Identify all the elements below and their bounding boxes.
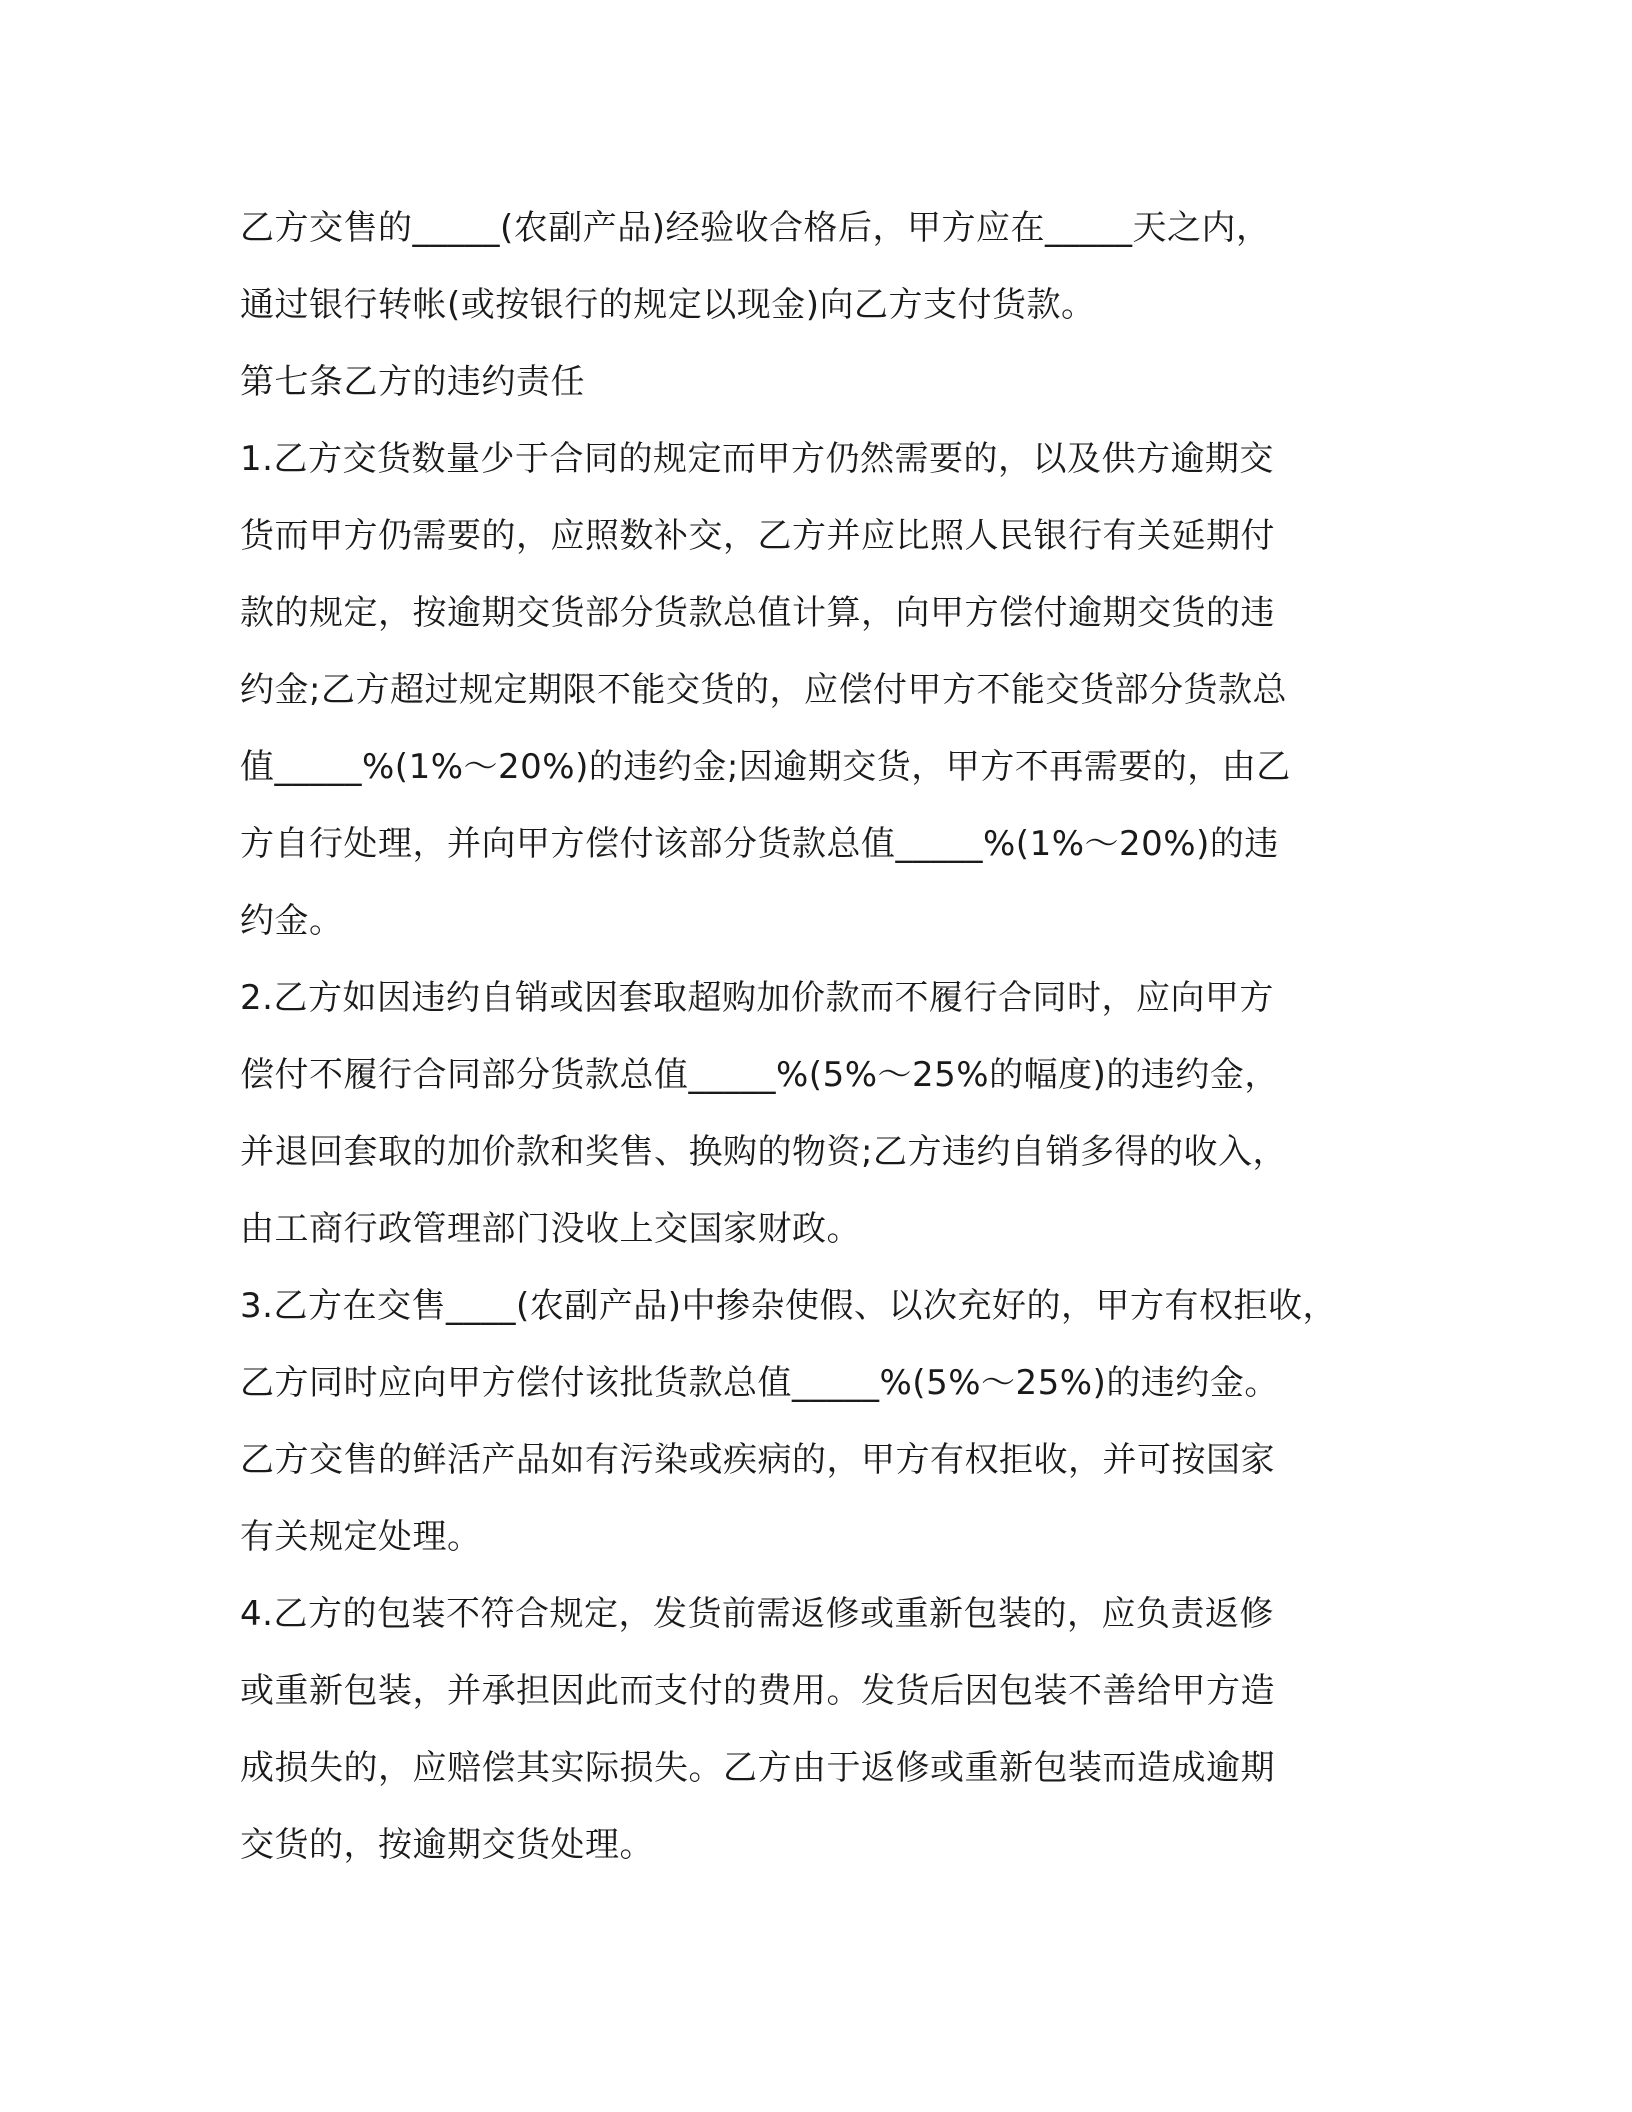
text-line: 4.乙方的包装不符合规定，发货前需返修或重新包装的，应负责返修 bbox=[240, 1594, 1274, 1634]
text-line: 约金;乙方超过规定期限不能交货的，应偿付甲方不能交货部分货款总 bbox=[240, 670, 1287, 710]
text-line: 乙方交售的鲜活产品如有污染或疾病的，甲方有权拒收，并可按国家 bbox=[240, 1440, 1275, 1480]
text-line: 通过银行转帐(或按银行的规定以现金)向乙方支付货款。 bbox=[240, 285, 1096, 325]
text-line: 成损失的，应赔偿其实际损失。乙方由于返修或重新包装而造成逾期 bbox=[240, 1748, 1275, 1788]
text-line: 乙方同时应向甲方偿付该批货款总值_____%(5%～25%)的违约金。 bbox=[240, 1363, 1279, 1403]
text-line: 乙方交售的_____(农副产品)经验收合格后，甲方应在_____天之内， bbox=[240, 208, 1271, 248]
text-line: 方自行处理，并向甲方偿付该部分货款总值_____%(1%～20%)的违 bbox=[240, 824, 1279, 864]
text-line: 款的规定，按逾期交货部分货款总值计算，向甲方偿付逾期交货的违 bbox=[240, 593, 1275, 633]
text-line: 由工商行政管理部门没收上交国家财政。 bbox=[240, 1209, 861, 1249]
text-line: 货而甲方仍需要的，应照数补交，乙方并应比照人民银行有关延期付 bbox=[240, 516, 1275, 556]
section-heading: 第七条乙方的违约责任 bbox=[240, 362, 585, 402]
text-line: 2.乙方如因违约自销或因套取超购加价款而不履行合同时，应向甲方 bbox=[240, 978, 1274, 1018]
text-line: 3.乙方在交售____(农副产品)中掺杂使假、以次充好的，甲方有权拒收， bbox=[240, 1286, 1337, 1326]
contract-text bbox=[240, 190, 1420, 1884]
text-line: 值_____%(1%～20%)的违约金;因逾期交货，甲方不再需要的，由乙 bbox=[240, 747, 1291, 787]
text-line: 有关规定处理。 bbox=[240, 1517, 482, 1557]
text-line: 偿付不履行合同部分货款总值_____%(5%～25%的幅度)的违约金， bbox=[240, 1055, 1279, 1095]
text-line: 约金。 bbox=[240, 901, 344, 941]
text-line: 并退回套取的加价款和奖售、换购的物资;乙方违约自销多得的收入， bbox=[240, 1132, 1287, 1172]
text-line: 交货的，按逾期交货处理。 bbox=[240, 1825, 654, 1865]
text-line: 或重新包装，并承担因此而支付的费用。发货后因包装不善给甲方造 bbox=[240, 1671, 1275, 1711]
text-line: 1.乙方交货数量少于合同的规定而甲方仍然需要的，以及供方逾期交 bbox=[240, 439, 1274, 479]
